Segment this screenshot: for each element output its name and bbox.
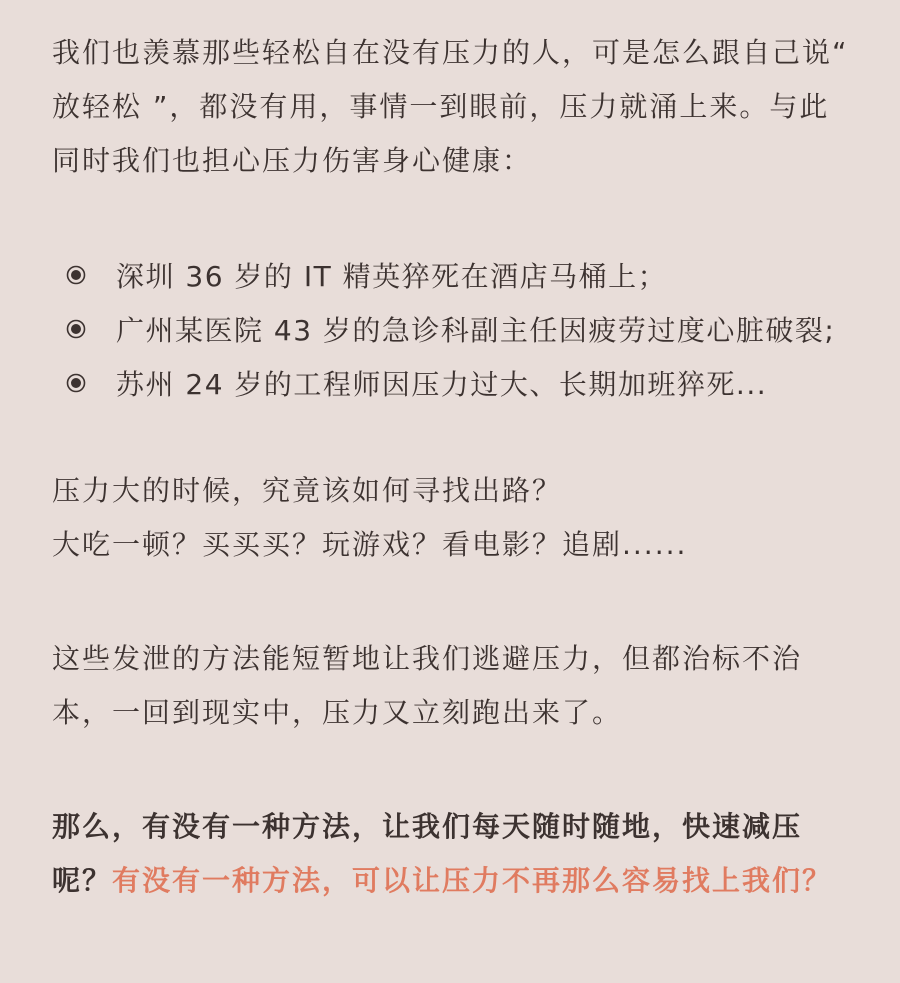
radio-bullet-icon [66, 265, 86, 285]
question-line: 压力大的时候，究竟该如何寻找出路？ [52, 474, 563, 507]
list-item-text: 苏州 24 岁的工程师因压力过大、长期加班猝死... [116, 368, 768, 401]
list-item-text: 广州某医院 43 岁的急诊科副主任因疲劳过度心脏破裂; [116, 314, 836, 347]
radio-bullet-icon [66, 319, 86, 339]
options-line: 大吃一顿？买买买？玩游戏？看电影？追剧...... [52, 528, 688, 561]
list-item-text: 深圳 36 岁的 IT 精英猝死在酒店马桶上； [116, 260, 668, 293]
example-list [66, 248, 866, 410]
closing-paragraph [52, 800, 852, 908]
list-item [66, 302, 866, 356]
radio-bullet-icon [66, 373, 86, 393]
list-item [66, 248, 866, 302]
closing-question: 那么，有没有一种方法，让我们每天随时随地，快速减压呢？ [52, 810, 803, 897]
list-item [66, 356, 866, 410]
explanation-paragraph: 这些发泄的方法能短暂地让我们逃避压力，但都治标不治本，一回到现实中，压力又立刻跑出来了。 [52, 642, 803, 729]
question-paragraph [52, 464, 852, 572]
intro-paragraph: 我们也羡慕那些轻松自在没有压力的人，可是怎么跟自己说“ 放轻松 ”，都没有用，事情一到眼前，压力就涌上来。与此同时我们也担心压力伤害身心健康： [52, 36, 849, 177]
highlight-question: 有没有一种方法，可以让压力不再那么容易找上我们？ [112, 864, 833, 897]
